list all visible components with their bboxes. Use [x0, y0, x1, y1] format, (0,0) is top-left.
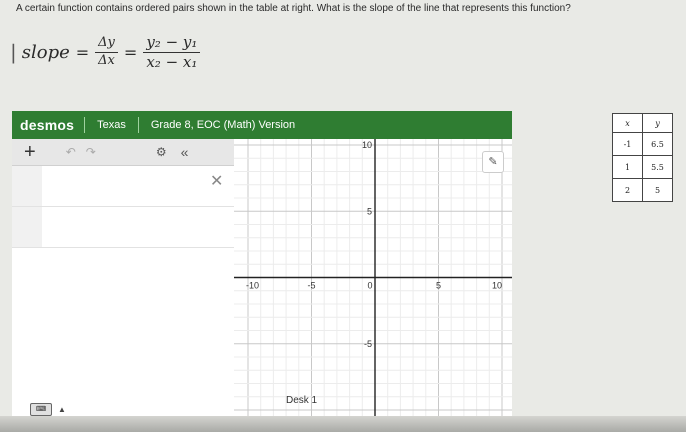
y-tick-label: 10: [361, 140, 372, 150]
table-cell: 5.5: [643, 156, 673, 179]
keyboard-toggle[interactable]: [30, 403, 66, 416]
table-row: [613, 156, 673, 179]
x-tick-label: 10: [491, 280, 502, 291]
undo-icon[interactable]: ↶: [65, 145, 76, 159]
slope-formula: [10, 34, 200, 70]
expression-row[interactable]: [12, 166, 234, 207]
delta-y: Δy: [95, 36, 118, 52]
redo-icon[interactable]: ↷: [85, 145, 96, 159]
expression-row-number: [12, 207, 42, 247]
equals-sign-1: =: [75, 42, 90, 62]
gear-icon[interactable]: ⚙: [155, 145, 167, 159]
table-cell: 2: [613, 179, 643, 202]
function-table: [612, 113, 673, 202]
expression-row[interactable]: [12, 207, 234, 248]
x-tick-label: 5: [435, 280, 442, 291]
table-header-row: [613, 114, 673, 133]
x-tick-label: 0: [367, 280, 373, 291]
expression-list: [12, 166, 234, 416]
table-cell: 6.5: [643, 133, 673, 156]
close-icon[interactable]: ✕: [210, 173, 224, 190]
delta-fraction: [95, 36, 118, 68]
y-tick-label: 5: [366, 206, 372, 217]
x-tick-label: -10: [246, 280, 260, 291]
x-difference: x₂ − x₁: [146, 52, 198, 71]
column-header-x: x: [613, 114, 643, 133]
table-row: [613, 133, 673, 156]
collapse-list-icon[interactable]: «: [180, 144, 189, 160]
table-cell: 1: [613, 156, 643, 179]
slope-word: slope: [21, 41, 70, 63]
question-text: A certain function contains ordered pairs shown in the table at right. What is the slope of the line that represents this function?: [16, 3, 571, 14]
desk-label: Desk 1: [286, 395, 318, 406]
desmos-logo: desmos: [20, 117, 75, 133]
graph-grid: [234, 139, 512, 416]
desmos-calculator[interactable]: [12, 111, 512, 416]
difference-fraction: [143, 34, 200, 70]
calculator-version-title: Grade 8, EOC (Math) Version: [150, 119, 296, 131]
equals-sign-2: =: [123, 42, 138, 62]
delta-x: Δx: [98, 52, 115, 68]
expression-row-number: [12, 166, 42, 206]
screen-bottom-edge: [0, 416, 686, 432]
column-header-y: y: [643, 114, 673, 133]
graph-settings-wrench-icon[interactable]: ✎: [482, 151, 504, 173]
y-difference: y₂ − y₁: [143, 34, 200, 53]
graph-paper[interactable]: [234, 139, 512, 416]
table-row: [613, 179, 673, 202]
table-cell: 5: [643, 179, 673, 202]
desmos-header: [12, 111, 512, 139]
y-tick-label: -5: [363, 338, 372, 349]
keyboard-icon[interactable]: ⌨: [30, 403, 52, 416]
state-tab[interactable]: Texas: [97, 119, 126, 131]
expression-toolbar: [12, 139, 234, 166]
chevron-up-icon[interactable]: ▲: [58, 405, 66, 414]
table-cell: -1: [613, 133, 643, 156]
x-tick-label: -5: [307, 280, 316, 291]
text-cursor: |: [10, 40, 17, 64]
add-expression-icon[interactable]: +: [24, 141, 36, 163]
